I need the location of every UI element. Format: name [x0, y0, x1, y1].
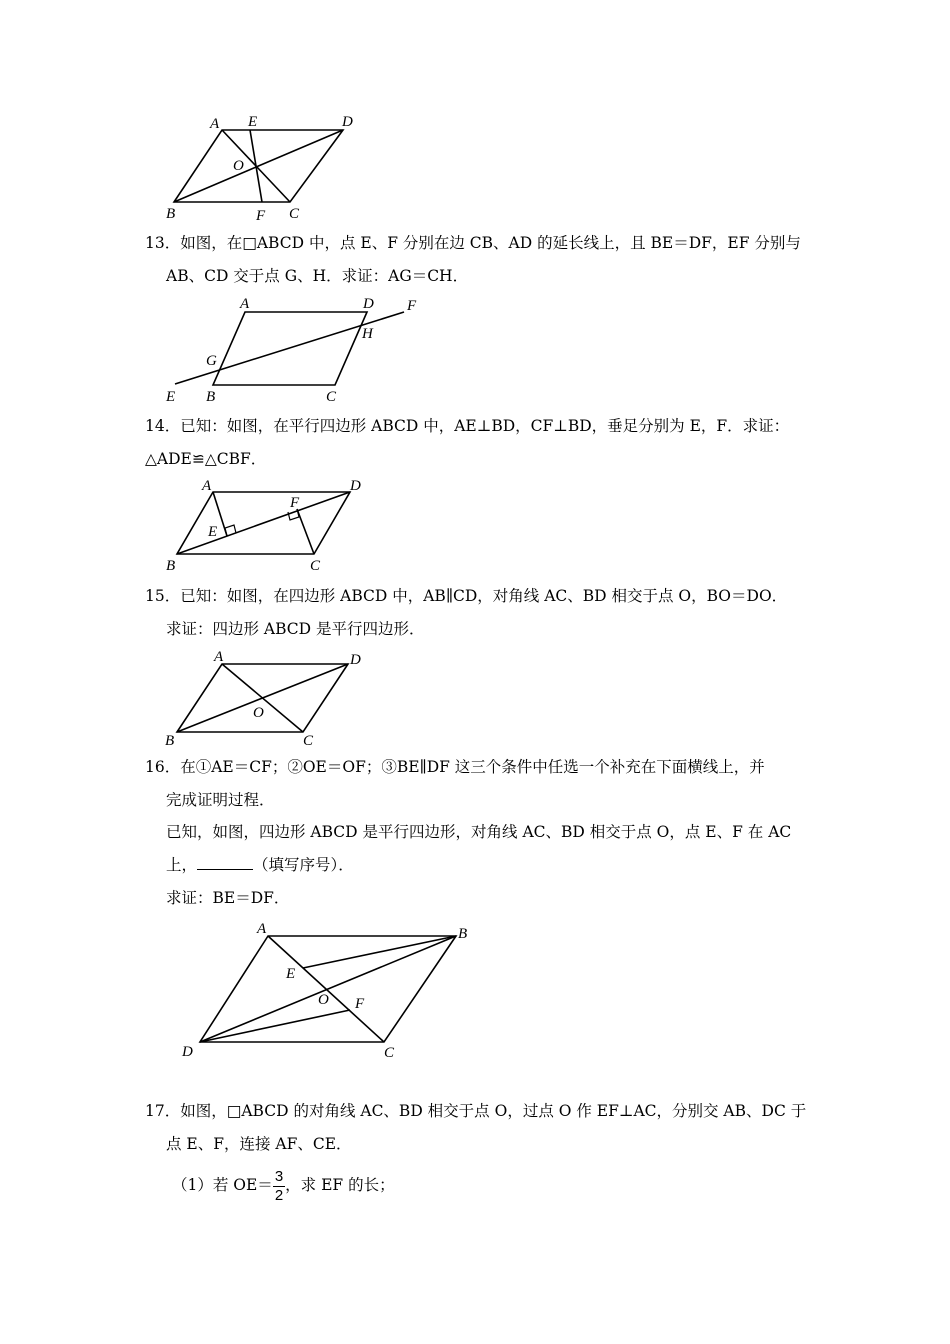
label-D: D — [342, 114, 353, 130]
label-C: C — [326, 389, 337, 405]
label-E: E — [208, 524, 218, 540]
label-D: D — [182, 1044, 193, 1060]
label-C: C — [303, 733, 314, 749]
fraction-numerator: 3 — [274, 1167, 284, 1185]
q16-line1: 16．在①AE＝CF；②OE＝OF；③BE∥DF 这三个条件中任选一个补充在下面横线上，并 — [145, 758, 765, 776]
label-E: E — [286, 966, 296, 982]
q14-line2: △ADE≌△CBF． — [145, 450, 267, 468]
fraction-three-halves — [273, 1168, 285, 1205]
q16-line4-post: （填写序号）． — [253, 856, 354, 874]
figure-15 — [160, 645, 380, 750]
label-G: G — [206, 353, 217, 369]
q13-line1: 13．如图，在□ABCD 中，点 E、F 分别在边 CB、AD 的延长线上，且 BE＝DF，EF 分别与 — [145, 234, 801, 252]
label-O: O — [318, 992, 329, 1008]
label-F: F — [407, 298, 417, 314]
label-O: O — [253, 705, 264, 721]
label-A: A — [257, 921, 267, 937]
q14-line1: 14．已知：如图，在平行四边形 ABCD 中，AE⊥BD，CF⊥BD，垂足分别为 E，F．求证： — [145, 417, 790, 435]
fraction-denominator: 2 — [274, 1186, 284, 1204]
label-B: B — [166, 206, 176, 222]
label-H: H — [362, 326, 373, 342]
label-B: B — [165, 733, 175, 749]
label-D: D — [350, 478, 361, 494]
label-C: C — [384, 1045, 395, 1061]
q16-line4 — [166, 855, 354, 875]
q17-line2: 点 E、F，连接 AF、CE． — [166, 1135, 352, 1153]
label-B: B — [166, 558, 176, 574]
q16-line3: 已知，如图，四边形 ABCD 是平行四边形，对角线 AC、BD 相交于点 O，点 E、F 在 AC — [166, 823, 792, 841]
label-F: F — [290, 495, 300, 511]
line-ef — [175, 312, 404, 384]
answer-blank[interactable] — [197, 855, 253, 870]
q13-line2: AB、CD 交于点 G、H．求证：AG＝CH． — [166, 267, 469, 285]
label-F: F — [355, 996, 365, 1012]
figure-13 — [160, 292, 430, 407]
label-B: B — [458, 926, 468, 942]
label-C: C — [289, 206, 300, 222]
q15-line2: 求证：四边形 ABCD 是平行四边形． — [166, 620, 425, 638]
label-A: A — [214, 649, 224, 665]
label-D: D — [350, 652, 361, 668]
label-A: A — [202, 478, 212, 494]
diagonal-bd — [177, 664, 348, 732]
segment-df — [200, 1010, 350, 1042]
figure-12 — [160, 110, 360, 225]
q16-line5: 求证：BE＝DF． — [166, 889, 290, 907]
label-D: D — [363, 296, 374, 312]
diagonal-bd — [174, 130, 343, 202]
label-C: C — [310, 558, 321, 574]
diagonal-bd — [177, 492, 350, 554]
segment-cf — [297, 509, 314, 554]
segment-be — [303, 936, 456, 968]
label-E: E — [166, 389, 176, 405]
q17-part1 — [172, 1165, 395, 1205]
q17-part1-post: ，求 EF 的长； — [285, 1176, 395, 1194]
q17-part1-pre: （1）若 OE＝ — [172, 1176, 273, 1194]
label-A: A — [210, 116, 220, 132]
q16-line2: 完成证明过程． — [166, 791, 275, 809]
label-O: O — [233, 158, 244, 174]
figure-16 — [170, 918, 480, 1063]
diagonal-bd — [200, 936, 456, 1042]
q16-line4-pre: 上， — [166, 856, 198, 874]
label-F: F — [256, 208, 266, 224]
label-E: E — [248, 114, 258, 130]
label-A: A — [240, 296, 250, 312]
label-B: B — [206, 389, 216, 405]
figure-14 — [160, 474, 380, 574]
q17-line1: 17．如图，□ABCD 的对角线 AC、BD 相交于点 O，过点 O 作 EF⊥AC，分别交 AB、DC 于 — [145, 1102, 807, 1120]
q15-line1: 15．已知：如图，在四边形 ABCD 中，AB∥CD，对角线 AC、BD 相交于点 O，BO＝DO． — [145, 587, 788, 605]
